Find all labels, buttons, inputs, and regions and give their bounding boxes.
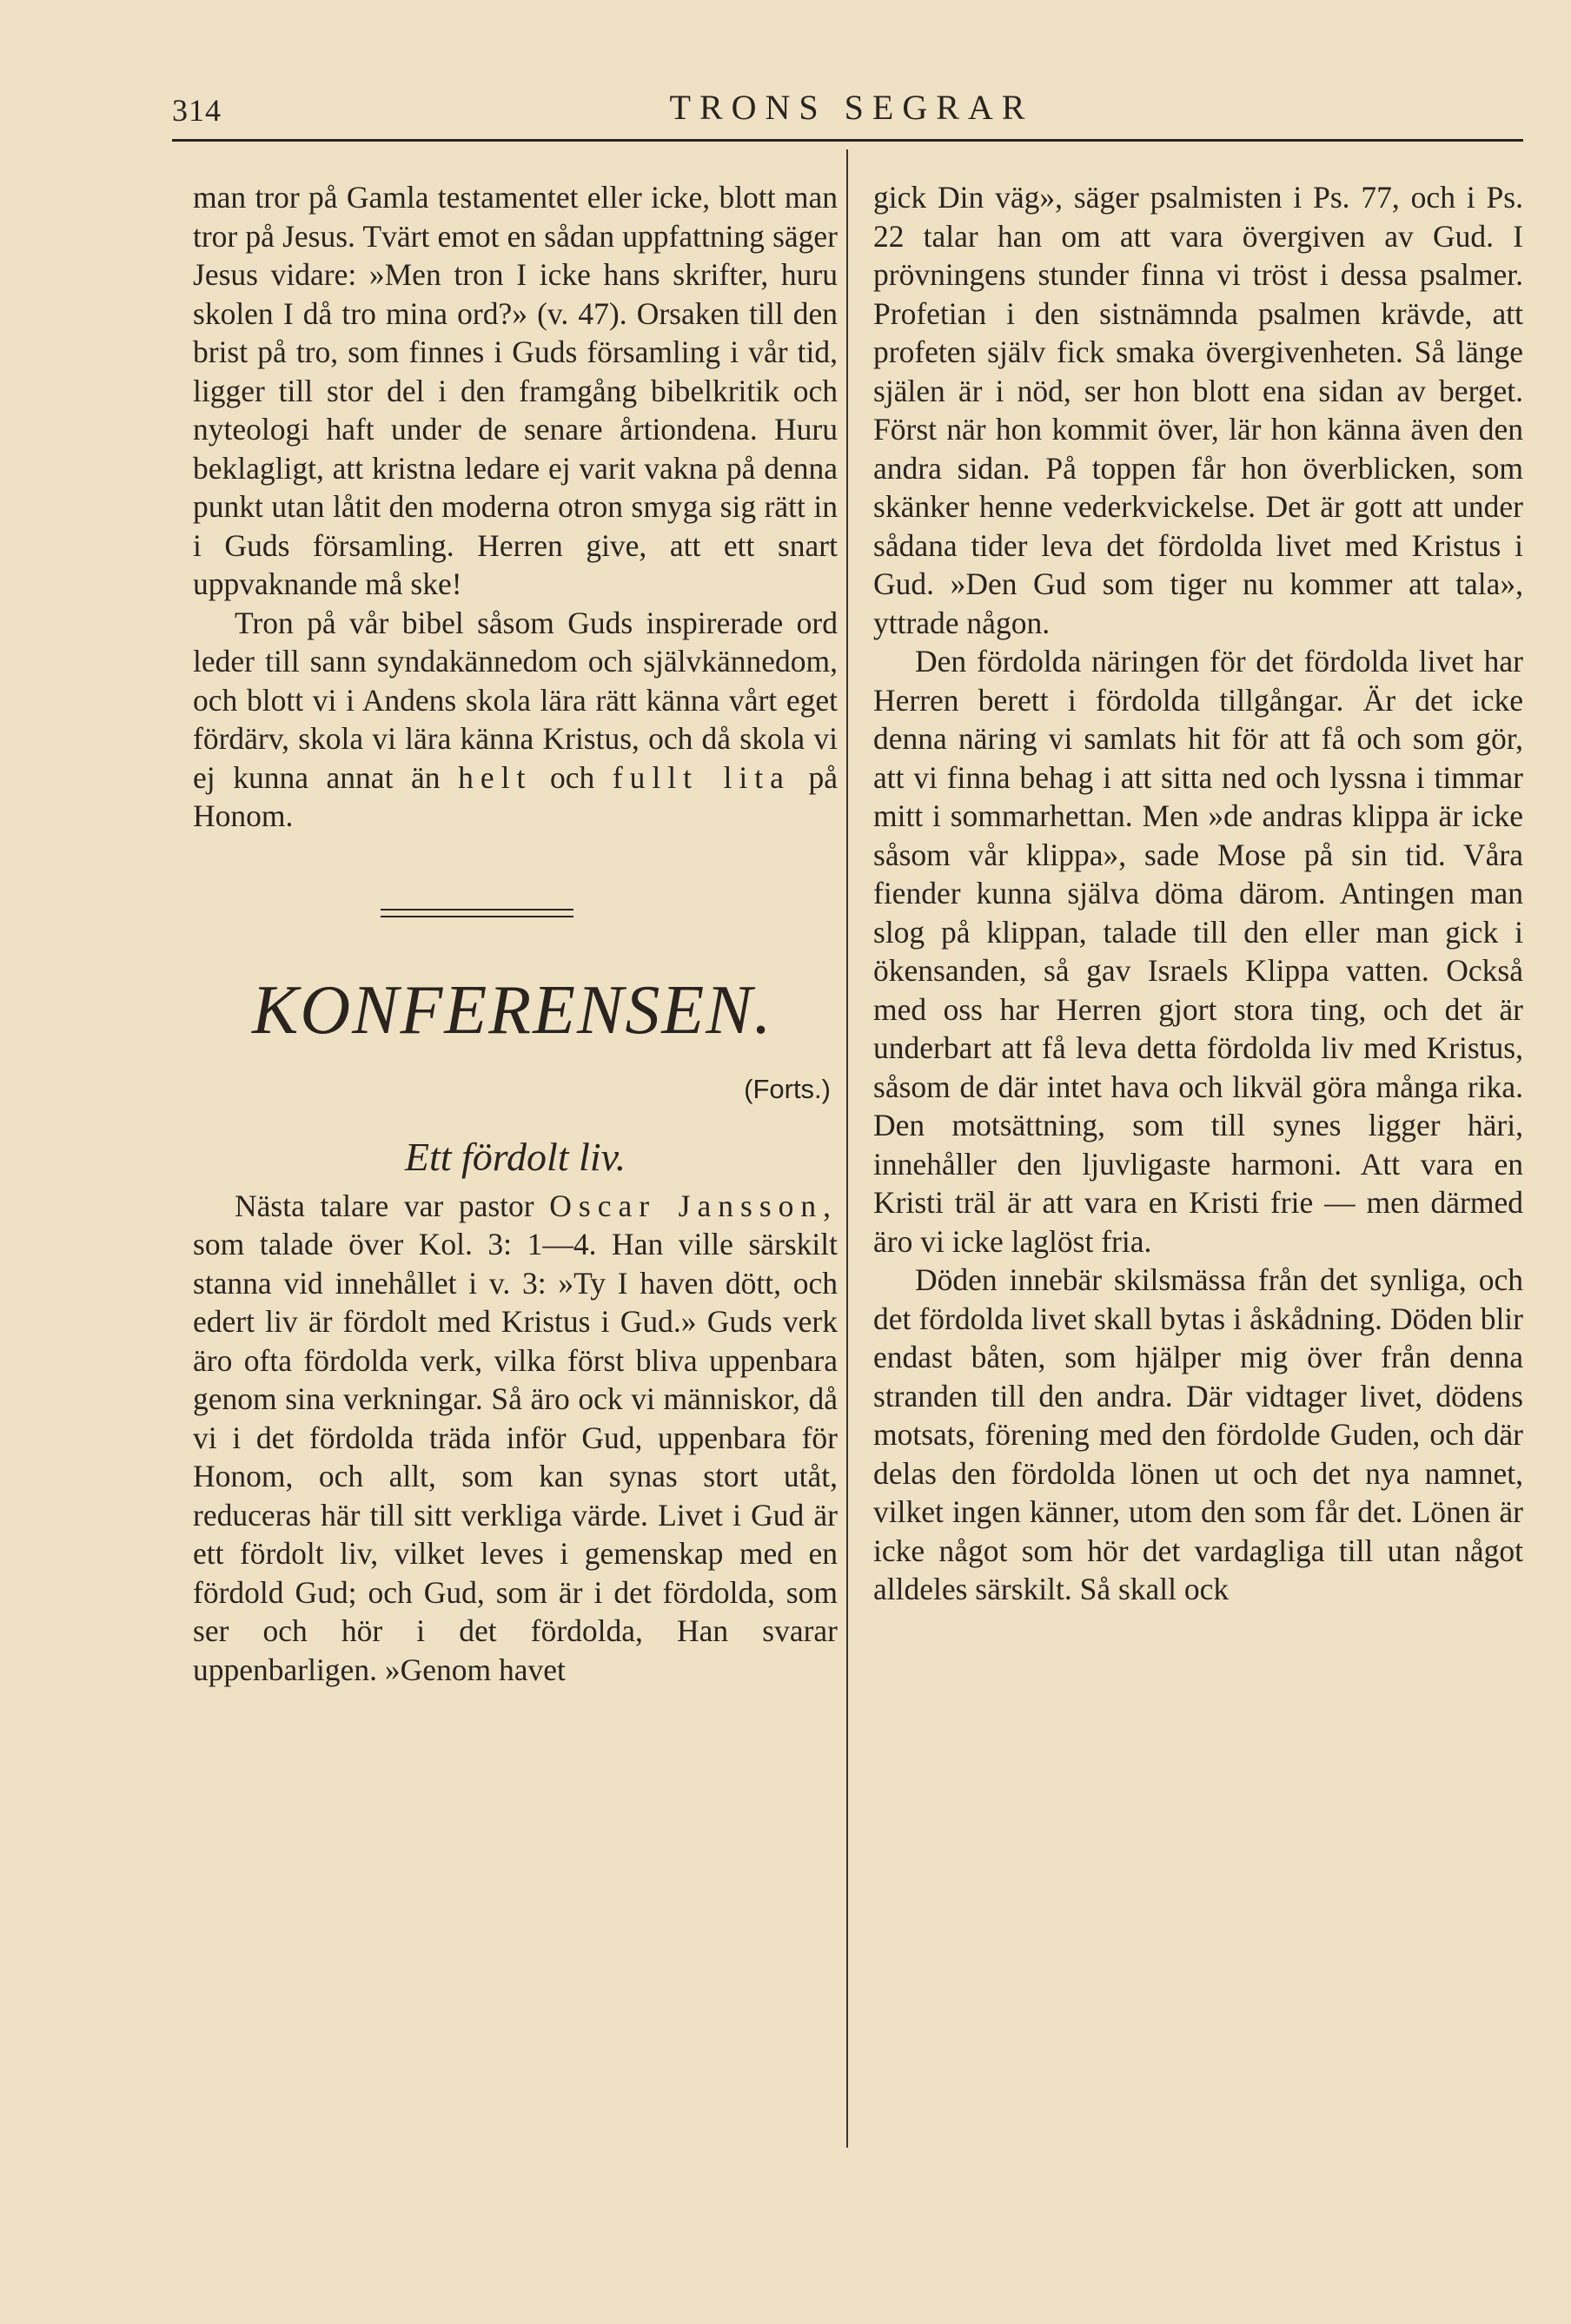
- right-paragraph-2: Den fördolda näringen för det fördolda livet har Herren berett i fördolda tillgångar. Är det icke denna näring vi samlats hit för att få och som gör, att vi finna behag i att sitta ned och lyssna i timmar mitt i sommarhettan. Men »de andras klippa är icke såsom vår klippa», sade Mose på sin tid. Våra fiender kunna själva döma därom. Antingen man slog på klippan, talade till den eller man gick i ökensanden, så gav Israels Klippa vatten. Också med oss har Herren gjort stora ting, och det är underbart att få leva detta fördolda liv med Kristus, såsom de där intet hava och likväl göra många rika. Den motsättning, som till synes ligger häri, innehåller den ljuvligaste harmoni. Att vara en Kristi träl är att vara en Kristi frie — men därmed äro vi icke laglöst fria.: [873, 644, 1523, 1259]
- right-column: [873, 178, 1523, 1609]
- section-title: KONFERENSEN.: [252, 971, 773, 1049]
- section-separator: [381, 909, 573, 917]
- p2-spaced-word-2: fullt lita: [612, 759, 791, 795]
- p3-start: Nästa talare var pastor: [235, 1188, 534, 1223]
- speaker-name: Oscar Jansson,: [549, 1188, 839, 1223]
- left-paragraph-2: [193, 604, 838, 836]
- header-rule: [172, 139, 1523, 142]
- page-number: 314: [172, 93, 222, 128]
- running-head: TRONS SEGRAR: [669, 88, 1034, 127]
- left-column: [193, 178, 838, 1689]
- article-subtitle: Ett fördolt liv.: [404, 1134, 626, 1179]
- p2-spaced-word-1: helt: [458, 759, 533, 795]
- continued-note: (Forts.): [744, 1073, 831, 1104]
- p2-and: och: [549, 759, 595, 795]
- p2-text: Tron på vår bibel såsom Guds inspirerade ord leder till sann syndakännedom och självkännedom, och blott vi i Andens skola lära rätt känna vårt eget fördärv, skola vi lära känna Kristus, och då skola vi ej kunna annat än: [193, 605, 838, 795]
- left-paragraph-1: man tror på Gamla testamentet eller icke, blott man tror på Jesus. Tvärt emot en sådan uppfattning säger Jesus vidare: »Men tron I icke hans skrifter, huru skolen I då tro mina ord?» (v. 47). Orsaken till den brist på tro, som finnes i Guds församling i vår tid, ligger till stor del i den framgång bibelkritik och nyteologi haft under de senare årtiondena. Huru beklagligt, att kristna ledare ej varit vakna på denna punkt utan låtit den moderna otron smyga sig rätt in i Guds församling. Herren give, att ett snart uppvaknande må ske!: [193, 180, 838, 601]
- p3-rest: som talade över Kol. 3: 1—4. Han ville särskilt stanna vid innehållet i v. 3: »Ty I haven dött, och edert liv är fördolt med Kristus i Gud.» Guds verk äro ofta fördolda verk, vilka först bliva uppenbara genom sina verkningar. Så äro ock vi människor, då vi i det fördolda träda inför Gud, uppenbara för Honom, och allt, som kan synas stort utåt, reduceras här till sitt verkliga värde. Livet i Gud är ett fördolt liv, vilket leves i gemenskap med en fördold Gud; och Gud, som är i det fördolda, som ser och hör i det fördolda, Han svarar uppenbarligen. »Genom havet: [193, 1227, 838, 1687]
- p2-end: på Honom.: [193, 759, 839, 833]
- right-paragraph-3: Döden innebär skilsmässa från det synliga, och det fördolda livet skall bytas i åskådning. Döden blir endast båten, som hjälper mig över från denna stranden till den andra. Där vidtager livet, dödens motsats, förening med den fördolde Guden, och där delas den fördolda lönen ut och det nya namnet, vilket ingen känner, utom den som får det. Lönen är icke något som hör det vardagliga till utan något alldeles särskilt. Så skall ock: [873, 1262, 1523, 1606]
- column-rule: [846, 149, 848, 2148]
- right-paragraph-1: gick Din väg», säger psalmisten i Ps. 77, och i Ps. 22 talar han om att vara övergiven av Gud. I prövningens stunder finna vi tröst i dessa psalmer. Profetian i den sistnämnda psalmen krävde, att profeten själv fick smaka övergivenheten. Så länge själen är i nöd, ser hon blott ena sidan av berget. Först när hon kommit över, lär hon känna även den andra sidan. På toppen får hon överblicken, som skänker henne vederkvickelse. Det är gott att under sådana tider leva det fördolda livet med Kristus i Gud. »Den Gud som tiger nu kommer att tala», yttrade någon.: [873, 180, 1523, 640]
- left-paragraph-3: [193, 1187, 838, 1690]
